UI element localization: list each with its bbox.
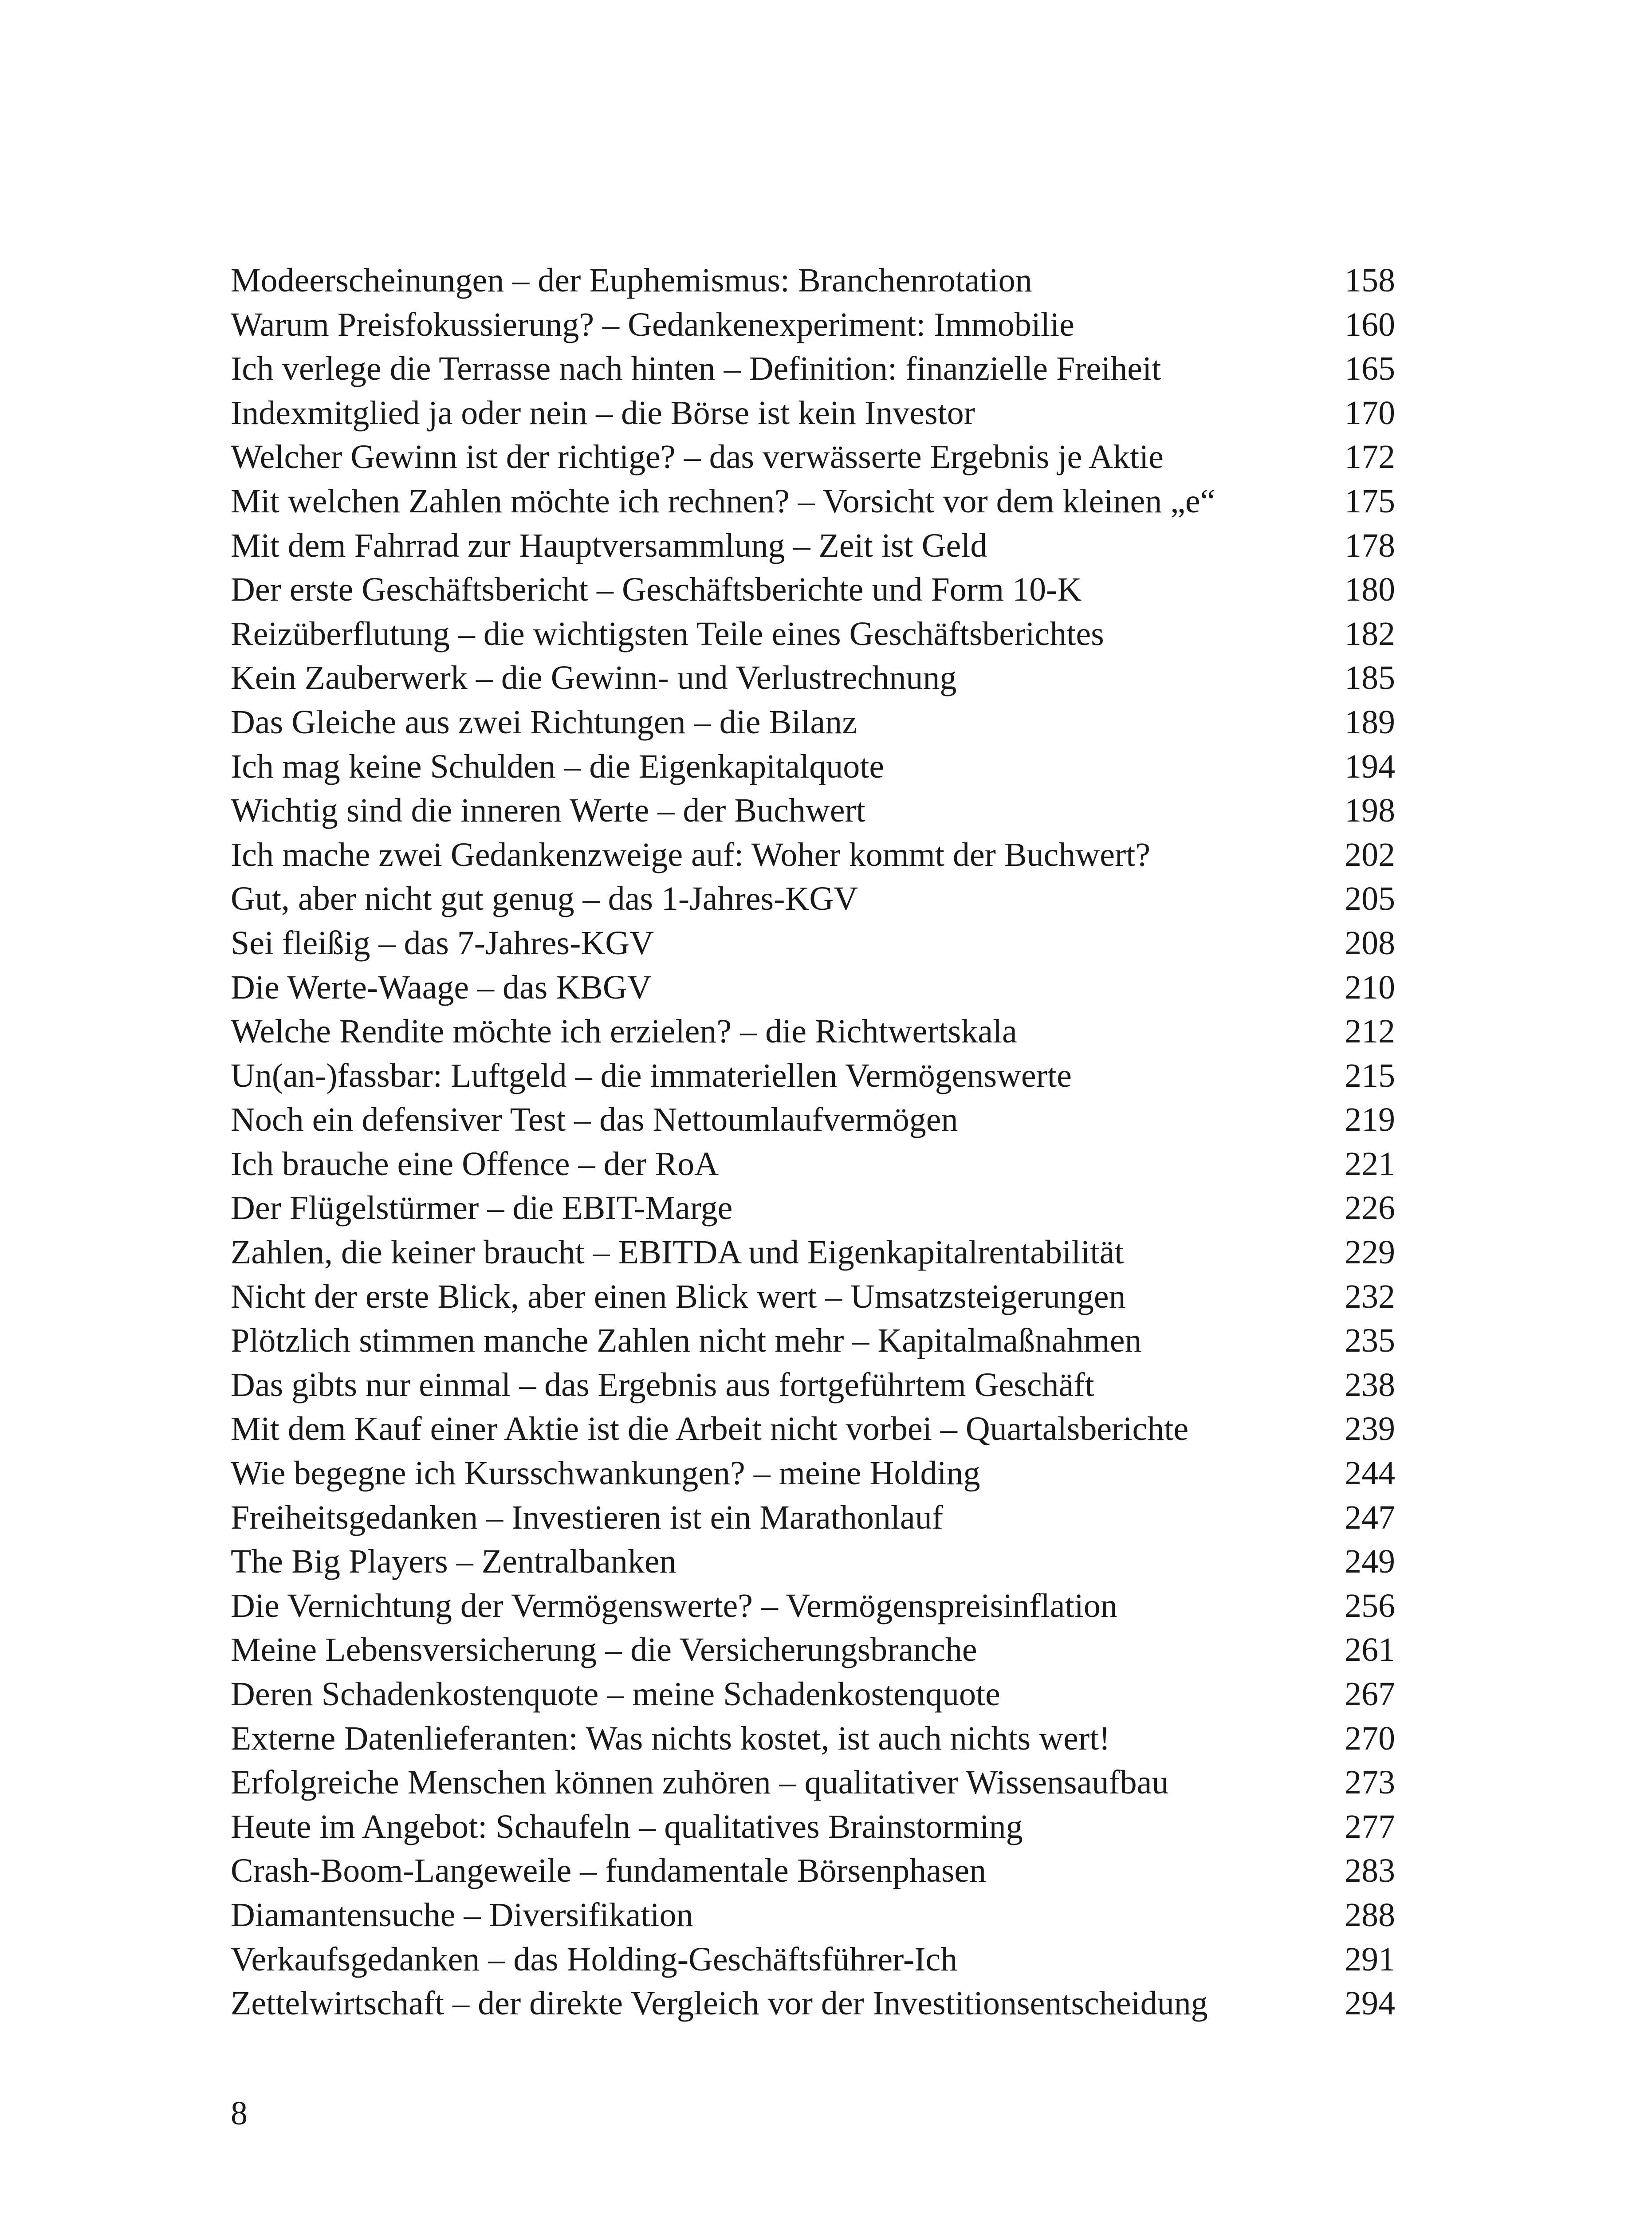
toc-entry: [231, 1761, 1395, 1805]
toc-entry: [231, 1805, 1395, 1849]
toc-entry-page: 194: [1345, 747, 1395, 785]
toc-entry-page: 158: [1345, 262, 1395, 299]
toc-entry-title: Deren Schadenkostenquote – meine Schadenkostenquote: [231, 1675, 1000, 1713]
toc-entry-page: 235: [1345, 1322, 1395, 1360]
toc-entry-page: 267: [1345, 1675, 1395, 1713]
toc-entry: [231, 524, 1395, 568]
toc-entry-title: Der Flügelstürmer – die EBIT-Marge: [231, 1189, 733, 1227]
toc-entry-page: 238: [1345, 1366, 1395, 1404]
toc-entry-page: 189: [1345, 703, 1395, 741]
toc-entry-page: 273: [1345, 1764, 1395, 1801]
toc-entry-title: Modeerscheinungen – der Euphemismus: Branchenrotation: [231, 262, 1032, 299]
toc-entry: [231, 656, 1395, 700]
toc-entry-title: Welche Rendite möchte ich erzielen? – die Richtwertskala: [231, 1013, 1017, 1050]
toc-entry: [231, 1849, 1395, 1893]
toc-entry: [231, 391, 1395, 436]
toc-entry-page: 172: [1345, 438, 1395, 476]
toc-entry-title: Plötzlich stimmen manche Zahlen nicht mehr – Kapitalmaßnahmen: [231, 1322, 1142, 1360]
toc-entry: [231, 259, 1395, 303]
toc-entry-title: Gut, aber nicht gut genug – das 1-Jahres-KGV: [231, 880, 858, 918]
toc-entry: [231, 745, 1395, 789]
toc-entry-title: Wichtig sind die inneren Werte – der Buchwert: [231, 792, 865, 830]
toc-entry: [231, 921, 1395, 966]
toc-entry-title: Das gibts nur einmal – das Ergebnis aus fortgeführtem Geschäft: [231, 1366, 1094, 1404]
toc-entry-page: 185: [1345, 659, 1395, 697]
toc-entry: [231, 435, 1395, 480]
toc-entry: [231, 1010, 1395, 1054]
toc-entry-page: 291: [1345, 1940, 1395, 1978]
toc-entry: [231, 1938, 1395, 1982]
toc-entry-title: Meine Lebensversicherung – die Versicherungsbranche: [231, 1631, 977, 1669]
toc-entry-page: 210: [1345, 968, 1395, 1006]
toc-entry-page: 182: [1345, 615, 1395, 653]
toc-entry-page: 221: [1345, 1145, 1395, 1183]
toc-entry: [231, 1496, 1395, 1540]
toc-entry-page: 170: [1345, 394, 1395, 432]
toc-entry-title: Die Werte-Waage – das KBGV: [231, 968, 652, 1006]
toc-entry-title: Mit dem Fahrrad zur Hauptversammlung – Zeit ist Geld: [231, 527, 987, 564]
toc-entry-title: Un(an-)fassbar: Luftgeld – die immateriellen Vermögenswerte: [231, 1057, 1072, 1094]
toc-entry-page: 247: [1345, 1498, 1395, 1536]
toc-entry-page: 229: [1345, 1234, 1395, 1271]
toc-entry-title: Mit dem Kauf einer Aktie ist die Arbeit nicht vorbei – Quartalsberichte: [231, 1410, 1189, 1448]
toc-entry-page: 219: [1345, 1101, 1395, 1139]
toc-entry: [231, 1142, 1395, 1187]
toc-entry-title: Verkaufsgedanken – das Holding-Geschäftsführer-Ich: [231, 1940, 958, 1978]
toc-entry: [231, 1231, 1395, 1275]
toc-entry: [231, 1584, 1395, 1628]
toc-entry-page: 198: [1345, 792, 1395, 830]
toc-entry-page: 212: [1345, 1013, 1395, 1050]
toc-entry-title: Ich brauche eine Offence – der RoA: [231, 1145, 719, 1183]
toc-entry: [231, 1186, 1395, 1231]
toc-entry-title: Wie begegne ich Kursschwankungen? – meine Holding: [231, 1455, 980, 1492]
toc-entry: [231, 700, 1395, 745]
toc-entry: [231, 877, 1395, 921]
toc-entry: [231, 789, 1395, 833]
toc-entry-page: 205: [1345, 880, 1395, 918]
toc-entry-page: 283: [1345, 1852, 1395, 1890]
toc-entry: [231, 1407, 1395, 1451]
toc-entry: [231, 1098, 1395, 1142]
toc-entry: [231, 612, 1395, 657]
toc-entry-page: 261: [1345, 1631, 1395, 1669]
toc-entry-title: Ich mag keine Schulden – die Eigenkapitalquote: [231, 747, 885, 785]
toc-entry: [231, 1054, 1395, 1098]
toc-entry-page: 288: [1345, 1896, 1395, 1934]
toc-entry: [231, 1982, 1395, 2026]
toc-entry: [231, 1540, 1395, 1584]
toc-entry-title: Die Vernichtung der Vermögenswerte? – Vermögenspreisinflation: [231, 1587, 1117, 1624]
toc-entry-title: Freiheitsgedanken – Investieren ist ein Marathonlauf: [231, 1498, 944, 1536]
toc-entry-title: Crash-Boom-Langeweile – fundamentale Börsenphasen: [231, 1852, 987, 1890]
toc-entry: [231, 480, 1395, 524]
toc-entry: [231, 833, 1395, 877]
toc-entry-page: 256: [1345, 1587, 1395, 1624]
toc-entry-page: 208: [1345, 924, 1395, 962]
toc-entry-title: Reizüberflutung – die wichtigsten Teile eines Geschäftsberichtes: [231, 615, 1104, 653]
toc-entry-title: Indexmitglied ja oder nein – die Börse ist kein Investor: [231, 394, 975, 432]
toc-entry-title: Erfolgreiche Menschen können zuhören – qualitativer Wissensaufbau: [231, 1764, 1169, 1801]
toc-entry-title: Ich mache zwei Gedankenzweige auf: Woher kommt der Buchwert?: [231, 836, 1151, 873]
toc-entry-page: 232: [1345, 1278, 1395, 1315]
toc-entry-title: Heute im Angebot: Schaufeln – qualitatives Brainstorming: [231, 1808, 1023, 1845]
toc-entry: [231, 1893, 1395, 1938]
table-of-contents: [231, 259, 1395, 2026]
toc-entry-page: 165: [1345, 350, 1395, 388]
toc-entry-page: 239: [1345, 1410, 1395, 1448]
toc-entry-title: Zettelwirtschaft – der direkte Vergleich vor der Investitionsentscheidung: [231, 1985, 1208, 2022]
toc-entry: [231, 1672, 1395, 1717]
toc-entry-title: Nicht der erste Blick, aber einen Blick wert – Umsatzsteigerungen: [231, 1278, 1126, 1315]
toc-entry: [231, 1451, 1395, 1496]
toc-entry: [231, 1717, 1395, 1761]
toc-entry-title: Warum Preisfokussierung? – Gedankenexperiment: Immobilie: [231, 306, 1074, 343]
toc-entry-title: Sei fleißig – das 7-Jahres-KGV: [231, 924, 654, 962]
toc-entry-title: Diamantensuche – Diversifikation: [231, 1896, 693, 1934]
toc-entry-title: Kein Zauberwerk – die Gewinn- und Verlustrechnung: [231, 659, 957, 697]
toc-entry-page: 175: [1345, 482, 1395, 520]
toc-entry: [231, 1319, 1395, 1363]
toc-entry-title: Das Gleiche aus zwei Richtungen – die Bilanz: [231, 703, 857, 741]
toc-entry-page: 277: [1345, 1808, 1395, 1845]
toc-entry-page: 244: [1345, 1455, 1395, 1492]
toc-entry-title: Zahlen, die keiner braucht – EBITDA und Eigenkapitalrentabilität: [231, 1234, 1124, 1271]
toc-entry-page: 249: [1345, 1543, 1395, 1581]
toc-entry-page: 294: [1345, 1985, 1395, 2022]
toc-entry: [231, 303, 1395, 347]
toc-entry-title: The Big Players – Zentralbanken: [231, 1543, 677, 1581]
toc-entry-page: 178: [1345, 527, 1395, 564]
toc-entry-page: 202: [1345, 836, 1395, 873]
toc-entry-page: 160: [1345, 306, 1395, 343]
toc-entry-title: Externe Datenlieferanten: Was nichts kostet, ist auch nichts wert!: [231, 1719, 1110, 1757]
toc-entry: [231, 1363, 1395, 1408]
toc-entry-title: Welcher Gewinn ist der richtige? – das verwässerte Ergebnis je Aktie: [231, 438, 1164, 476]
page-number: 8: [231, 2095, 248, 2132]
toc-entry-title: Der erste Geschäftsbericht – Geschäftsberichte und Form 10-K: [231, 571, 1082, 609]
toc-entry: [231, 347, 1395, 391]
toc-entry-page: 270: [1345, 1719, 1395, 1757]
toc-entry: [231, 1628, 1395, 1672]
toc-entry: [231, 1275, 1395, 1319]
toc-entry-page: 226: [1345, 1189, 1395, 1227]
toc-entry-page: 180: [1345, 571, 1395, 609]
toc-entry-title: Ich verlege die Terrasse nach hinten – Definition: finanzielle Freiheit: [231, 350, 1161, 388]
toc-entry-title: Noch ein defensiver Test – das Nettoumlaufvermögen: [231, 1101, 958, 1139]
toc-entry-page: 215: [1345, 1057, 1395, 1094]
toc-entry-title: Mit welchen Zahlen möchte ich rechnen? – Vorsicht vor dem kleinen „e“: [231, 482, 1215, 520]
toc-entry: [231, 966, 1395, 1010]
toc-entry: [231, 568, 1395, 612]
